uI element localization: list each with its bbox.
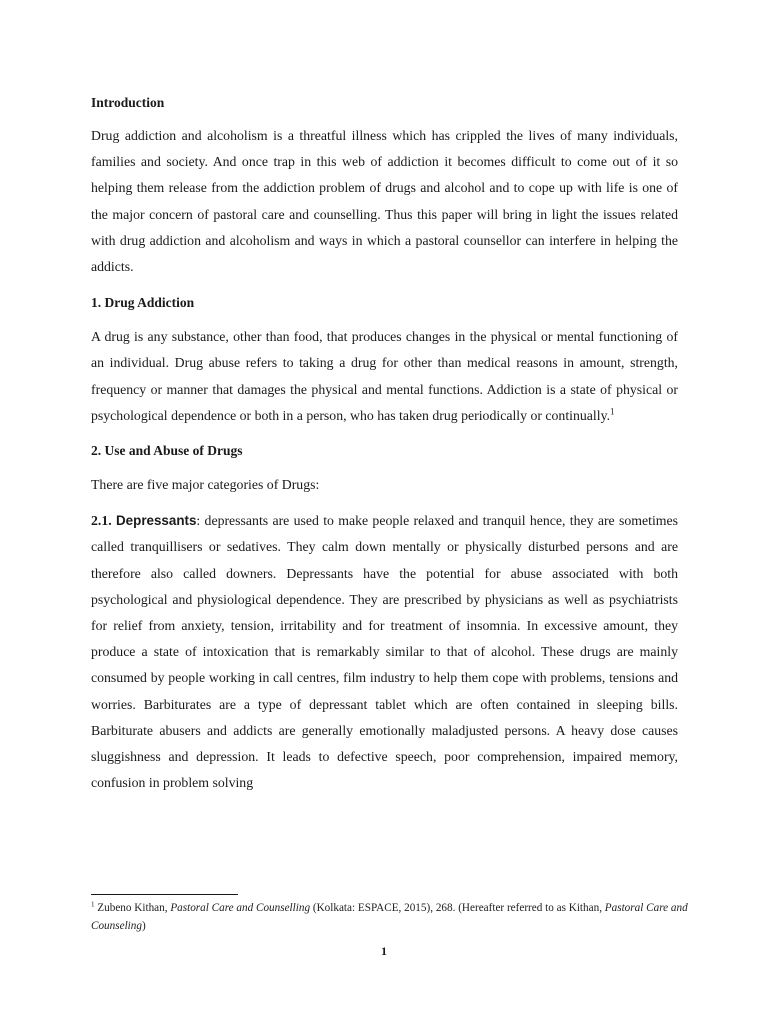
footnote-author: Zubeno Kithan, [94,902,171,914]
subsection-number: 2.1. [91,513,112,529]
footnote-short-title: Pastoral Care and Counseling [91,902,688,932]
footnote-separator [91,894,238,895]
document-body [91,92,678,796]
section-drug-addiction-heading: 1. Drug Addiction [91,295,195,311]
footnote [91,900,691,935]
footnote-details: (Kolkata: ESPACE, 2015), 268. (Hereafter referred to as Kithan, [310,902,605,914]
footnote-closing: ) [141,919,146,932]
section-drug-addiction-text: A drug is any substance, other than food, that produces changes in the physical or mental functioning of an individual. Drug abuse refers to taking a drug for other than medical reasons in amount, strength, frequency or manner that damages the physical and mental functions. Addiction is a state of physical or psychological dependence or both in a person, who has taken drug periodically or continually. [91,329,678,423]
subsection-depressants-paragraph [91,508,678,796]
footnote-reference[interactable]: 1 [610,406,615,417]
footnote-marker: 1 [91,900,95,909]
section-use-abuse-heading: 2. Use and Abuse of Drugs [91,443,243,459]
subsection-text: : depressants are used to make people relaxed and tranquil hence, they are sometimes called tranquillisers or sedatives. They calm down mentally or physically disturbed persons and are therefore also called downers. Depressants have the potential for abuse associated with both psychological and physiological dependence. They are prescribed by physicians as well as psychiatrists for relief from anxiety, tension, irritability and for treatment of insomnia. In excessive amount, they produce a state of intoxication that is remarkably similar to that of alcohol. These drugs are mainly consumed by people working in call centres, film industry to help them cope with problems, tensions and worries. Barbiturates are a type of depressant tablet which are often contained in sleeping bills. Barbiturate abusers and addicts are generally emotionally maladjusted persons. A heavy dose causes sluggishness and depression. It leads to defective speech, poor comprehension, impaired memory, confusion in problem solving [91,513,678,791]
section-drug-addiction-paragraph [91,324,678,429]
footnote-title: Pastoral Care and Counselling [170,902,311,914]
introduction-heading: Introduction [91,95,165,110]
section-use-abuse-intro: There are five major categories of Drugs: [91,477,320,493]
introduction-paragraph: Drug addiction and alcoholism is a threatful illness which has crippled the lives of many individuals, families and society. And once trap in this web of addiction it becomes difficult to come out of it so helping them release from the addiction problem of drugs and alcohol and to cope up with life is one of the major concern of pastoral care and counselling. Thus this paper will bring in light the issues related with drug addiction and alcoholism and ways in which a pastoral counsellor can interfere in helping the addicts. [91,128,678,275]
page-number: 1 [381,944,387,958]
subsection-term: Depressants [116,513,197,529]
